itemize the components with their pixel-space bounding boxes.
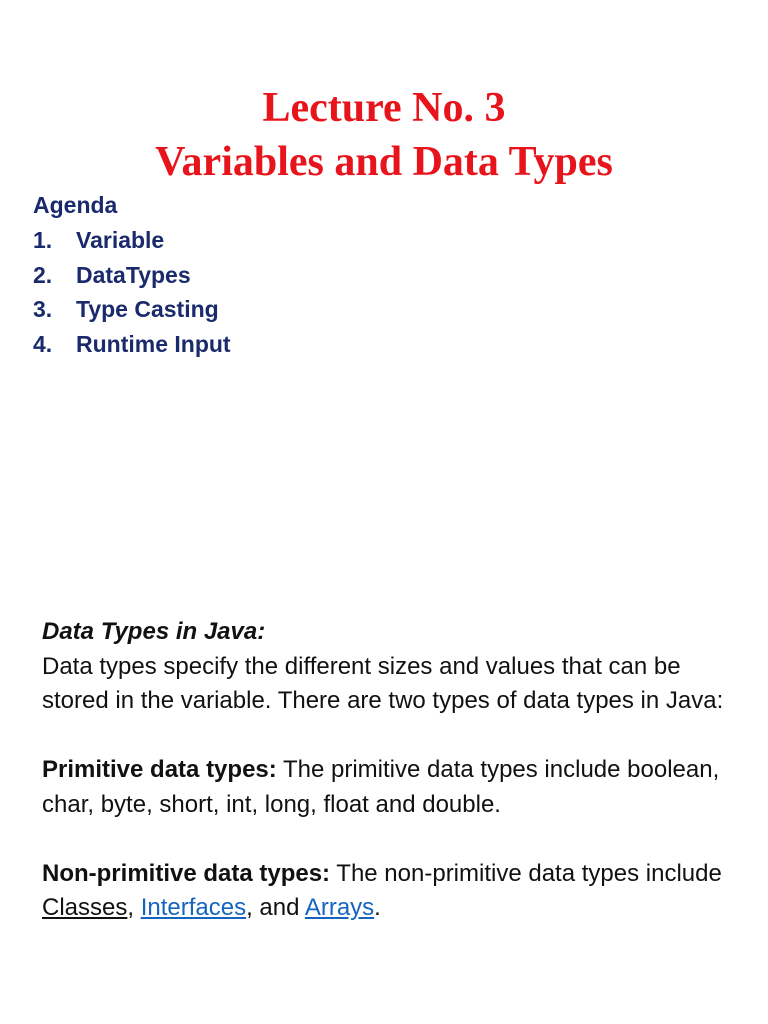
agenda-item (33, 327, 231, 362)
primitive-label: Primitive data types: (42, 756, 277, 783)
agenda-item-label: Type Casting (76, 296, 219, 323)
lecture-subtitle: Variables and Data Types (155, 139, 613, 185)
agenda-item (33, 292, 231, 327)
agenda (33, 188, 231, 362)
lecture-title: Lecture No. 3 (262, 85, 506, 131)
agenda-item-number: 2. (33, 261, 53, 288)
non-primitive-label: Non-primitive data types: (42, 859, 331, 887)
section-heading: Data Types in Java: (42, 618, 266, 645)
agenda-heading: Agenda (33, 192, 118, 218)
agenda-item (33, 223, 231, 258)
non-primitive-paragraph (42, 857, 752, 926)
primitive-text: The primitive data types include boolean, char, byte, short, int, long, float and double. (42, 756, 720, 818)
agenda-item-number: 1. (33, 226, 53, 253)
interfaces-link[interactable]: Interfaces (140, 894, 247, 921)
separator: , and (246, 894, 305, 921)
agenda-item-label: DataTypes (76, 261, 191, 288)
arrays-link[interactable]: Arrays (304, 894, 375, 921)
separator: , (127, 894, 141, 921)
agenda-item-number: 3. (33, 296, 53, 323)
agenda-item-number: 4. (33, 331, 53, 358)
agenda-list (33, 223, 231, 362)
sentence-end: . (374, 894, 381, 921)
agenda-item-label: Variable (76, 226, 165, 253)
data-types-section (42, 615, 752, 926)
agenda-item-label: Runtime Input (76, 331, 231, 358)
classes-link[interactable]: Classes (42, 894, 128, 921)
agenda-item (33, 258, 231, 293)
section-intro: Data types specify the different sizes and values that can be stored in the variable. There are two types of data types in Java: (42, 652, 724, 714)
primitive-paragraph (42, 753, 752, 822)
non-primitive-text: The non-primitive data types include (330, 859, 722, 887)
